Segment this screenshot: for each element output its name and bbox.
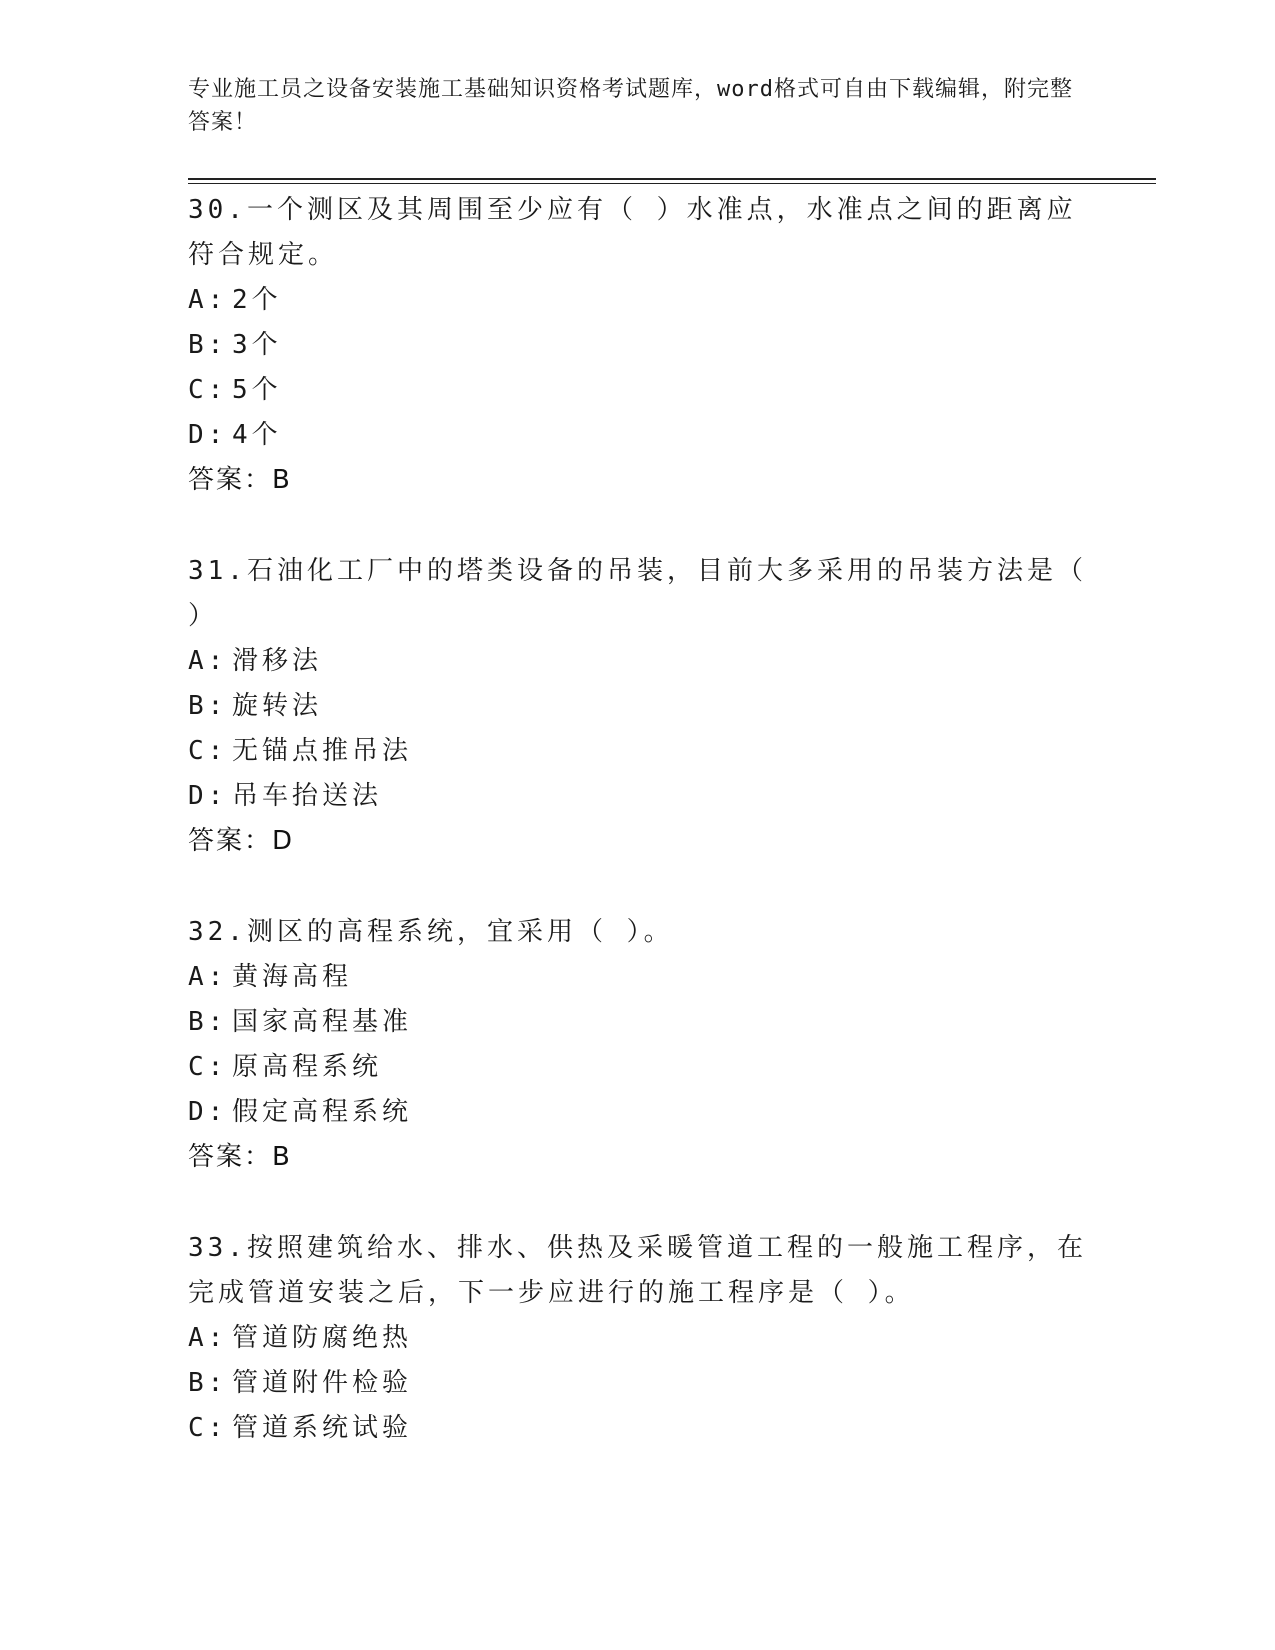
option-text: 旋转法 — [232, 691, 323, 721]
option-a — [188, 639, 1088, 684]
option-key: C: — [188, 1413, 228, 1443]
option-key: A: — [188, 1323, 228, 1353]
option-key: D: — [188, 1097, 228, 1127]
option-key: D: — [188, 420, 228, 450]
option-b — [188, 1361, 1088, 1406]
option-text: 5个 — [232, 375, 282, 405]
header-divider-thin — [188, 183, 1156, 184]
option-text: 国家高程基准 — [232, 1007, 413, 1037]
answer-value: B — [272, 1142, 292, 1172]
option-text: 管道防腐绝热 — [232, 1323, 413, 1353]
question-list — [188, 188, 1088, 1497]
option-d — [188, 1090, 1088, 1135]
option-b — [188, 323, 1088, 368]
question-stem: 31.石油化工厂中的塔类设备的吊装，目前大多采用的吊装方法是（ ） — [188, 556, 1087, 631]
answer-label: 答案： — [188, 1142, 273, 1172]
option-key: C: — [188, 736, 228, 766]
option-d — [188, 413, 1088, 458]
option-key: B: — [188, 1007, 228, 1037]
answer-line — [188, 1135, 1088, 1180]
option-text: 管道系统试验 — [232, 1413, 413, 1443]
question-31 — [188, 549, 1088, 864]
option-b — [188, 1000, 1088, 1045]
option-d — [188, 774, 1088, 819]
option-b — [188, 684, 1088, 729]
option-text: 吊车抬送法 — [232, 781, 383, 811]
option-text: 3个 — [232, 330, 282, 360]
option-key: A: — [188, 646, 228, 676]
option-text: 假定高程系统 — [232, 1097, 413, 1127]
option-text: 滑移法 — [232, 646, 323, 676]
question-32 — [188, 910, 1088, 1180]
question-stem: 33.按照建筑给水、排水、供热及采暖管道工程的一般施工程序，在完成管道安装之后，下一步应进行的施工程序是（ ）。 — [188, 1233, 1087, 1308]
option-c — [188, 1406, 1088, 1451]
option-c — [188, 368, 1088, 413]
option-key: D: — [188, 781, 228, 811]
option-key: A: — [188, 285, 228, 315]
question-30 — [188, 188, 1088, 503]
answer-value: B — [272, 465, 292, 495]
option-a — [188, 1316, 1088, 1361]
option-key: B: — [188, 691, 228, 721]
option-key: A: — [188, 962, 228, 992]
option-text: 无锚点推吊法 — [232, 736, 413, 766]
option-c — [188, 1045, 1088, 1090]
question-stem: 32.测区的高程系统，宜采用（ ）。 — [188, 917, 674, 947]
option-key: C: — [188, 1052, 228, 1082]
question-stem: 30.一个测区及其周围至少应有（ ）水准点，水准点之间的距离应符合规定。 — [188, 195, 1077, 270]
option-key: B: — [188, 330, 228, 360]
option-key: C: — [188, 375, 228, 405]
answer-label: 答案： — [188, 465, 273, 495]
answer-line — [188, 819, 1088, 864]
option-a — [188, 278, 1088, 323]
option-text: 管道附件检验 — [232, 1368, 413, 1398]
document-header: 专业施工员之设备安装施工基础知识资格考试题库，word格式可自由下载编辑，附完整答案！ — [188, 77, 1073, 135]
option-a — [188, 955, 1088, 1000]
answer-label: 答案： — [188, 826, 273, 856]
option-text: 原高程系统 — [232, 1052, 383, 1082]
header-divider-thick — [188, 178, 1156, 180]
option-c — [188, 729, 1088, 774]
option-text: 黄海高程 — [232, 962, 353, 992]
option-text: 2个 — [232, 285, 282, 315]
answer-line — [188, 458, 1088, 503]
option-text: 4个 — [232, 420, 282, 450]
option-key: B: — [188, 1368, 228, 1398]
question-33 — [188, 1226, 1088, 1451]
answer-value: D — [272, 826, 295, 856]
